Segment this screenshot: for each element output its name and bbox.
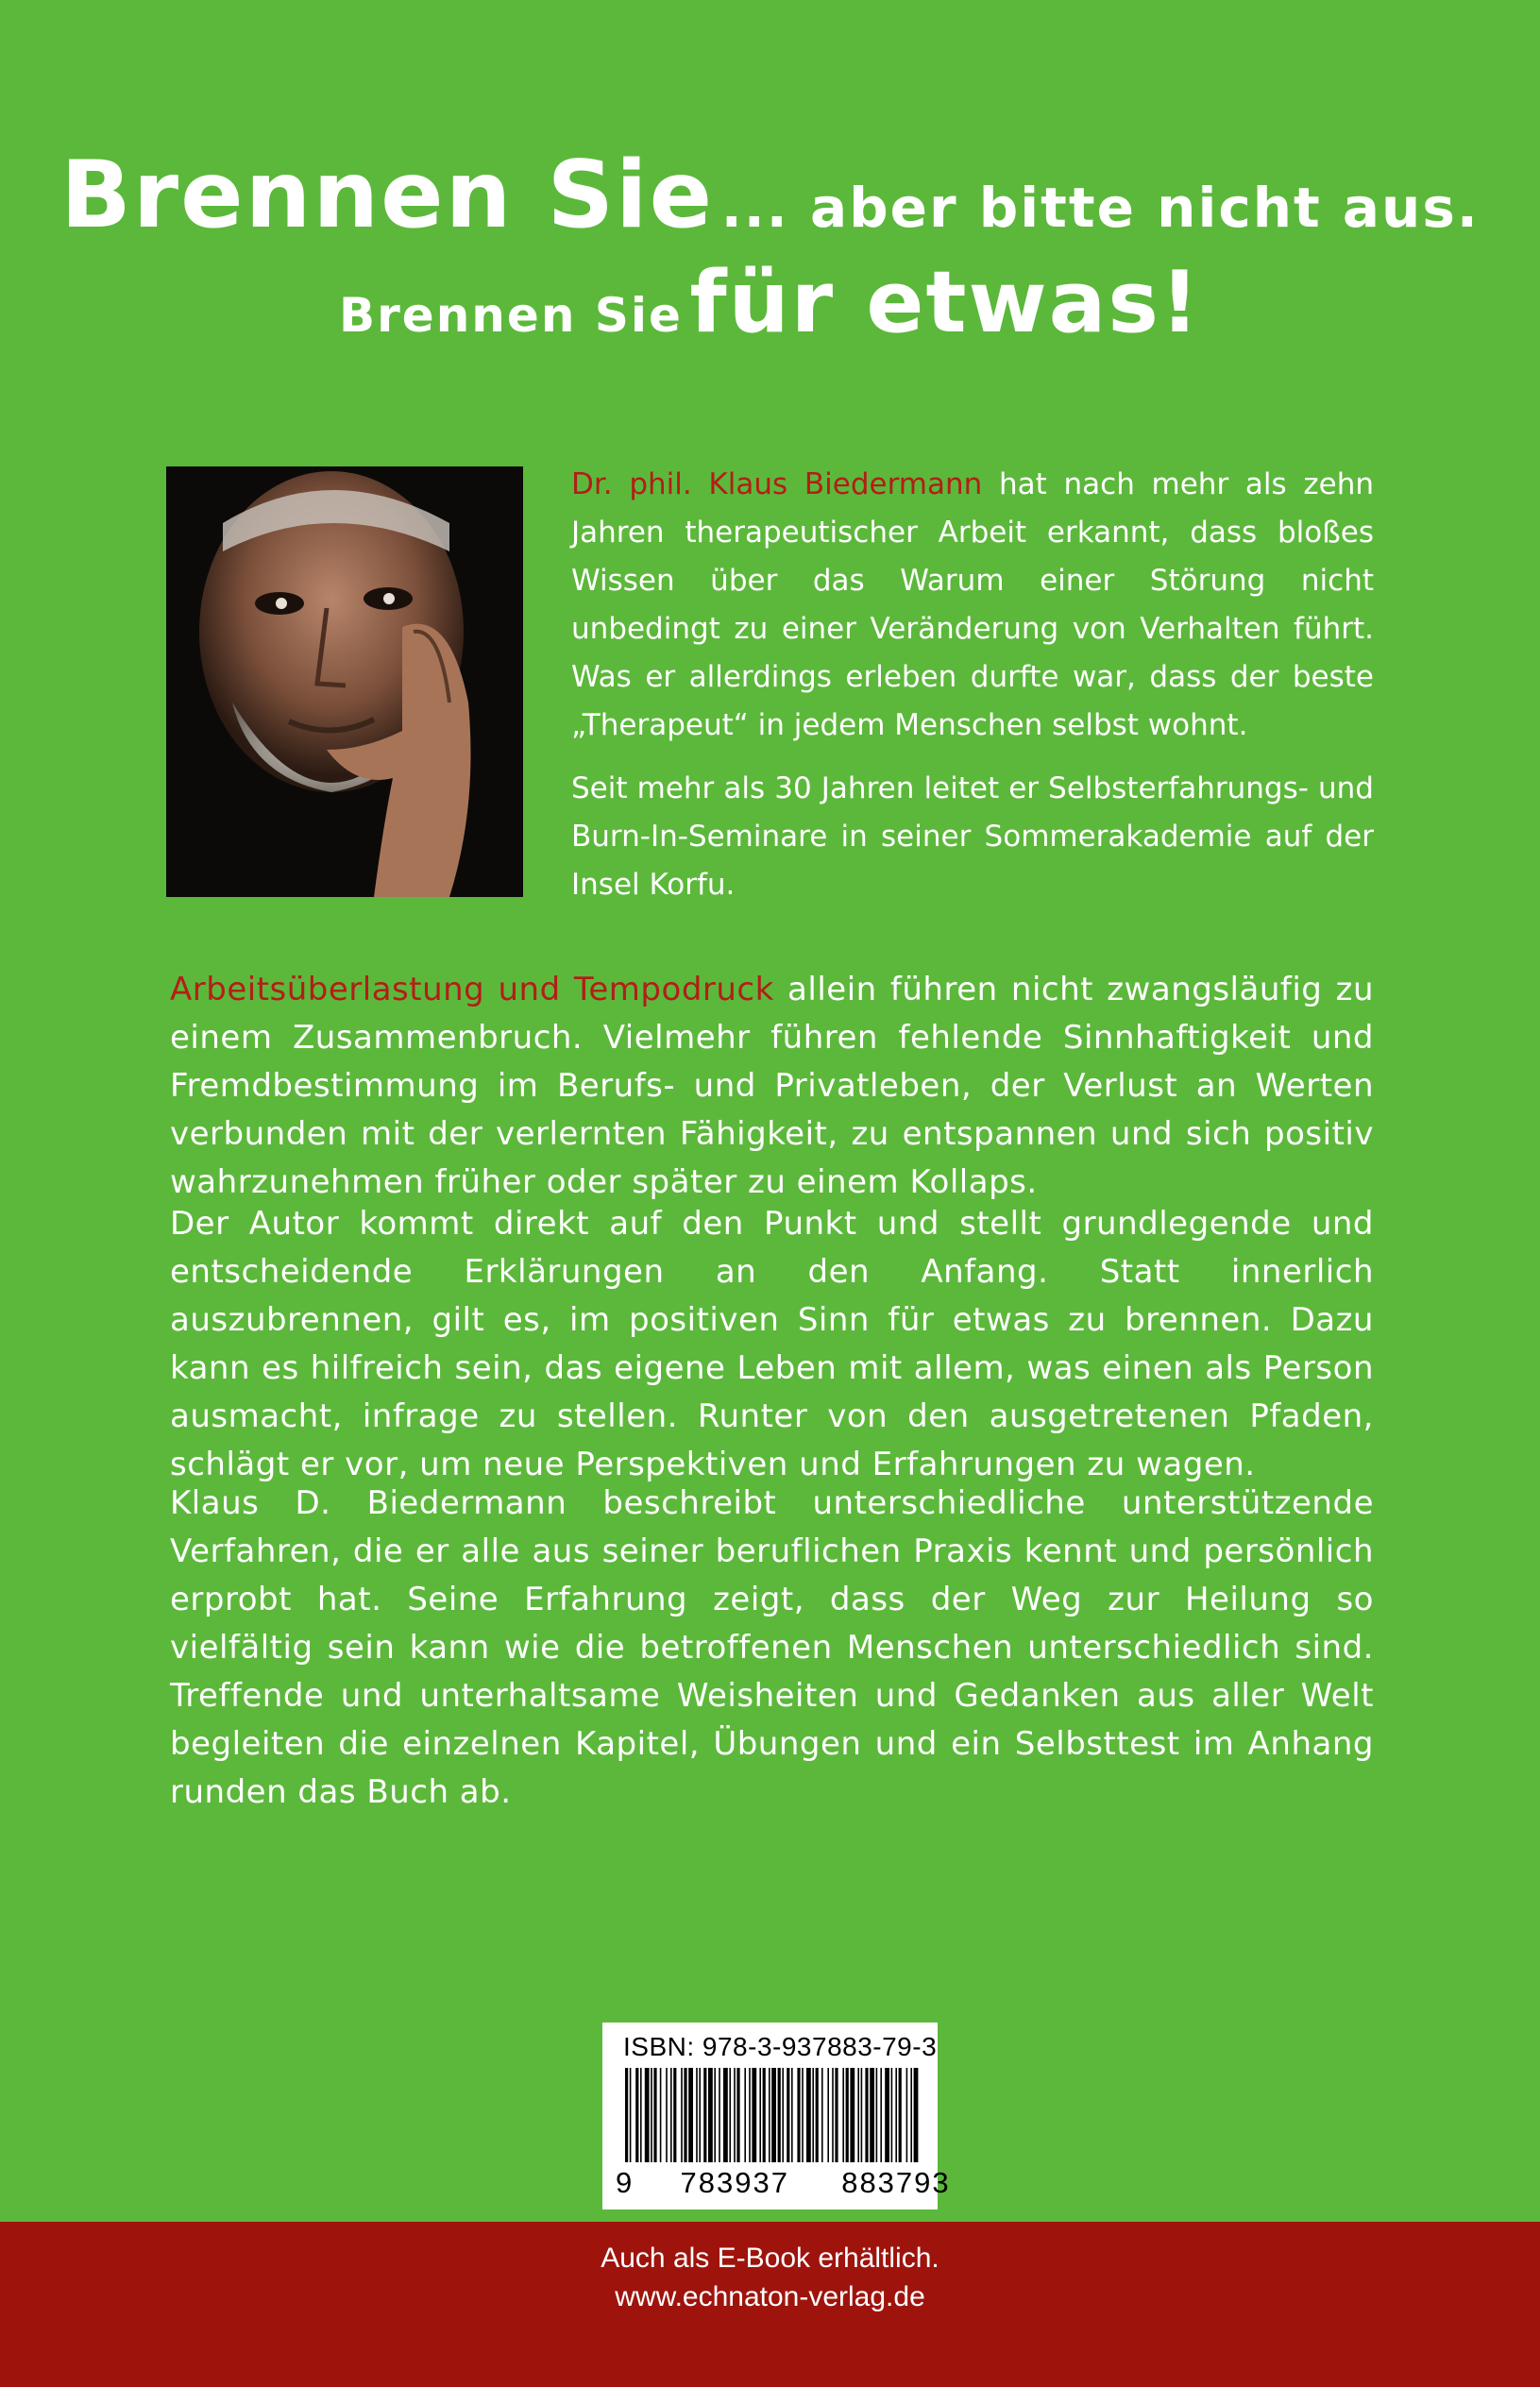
barcode-digit-first: 9 — [616, 2166, 635, 2199]
blurb-text-1: allein führen nicht zwangsläufig zu einem Zusammenbruch. Vielmehr führen fehlende Sinnhaftigkeit und Fremdbestimmung im Berufs- und Privatleben, der Verlust an Werten verbunden mit der verlernten Fähigkeit, zu entspannen und sich positiv wahrzunehmen früher oder später zu einem Kollaps. — [170, 971, 1374, 1201]
barcode-bar — [802, 2068, 804, 2162]
barcode-bar — [763, 2068, 766, 2162]
barcode-bar — [759, 2068, 761, 2162]
barcode-bar — [645, 2068, 650, 2162]
barcode-bar — [850, 2068, 855, 2162]
barcode-bar — [857, 2068, 859, 2162]
barcode-bar — [821, 2068, 823, 2162]
author-bio-paragraph-2: Seit mehr als 30 Jahren leitet er Selbsterfahrungs- und Burn-In-Seminare in seiner Sommerakademie auf der Insel Korfu. — [571, 771, 1374, 902]
headline-fuer-etwas: für etwas! — [689, 253, 1201, 352]
barcode-bar — [880, 2068, 882, 2162]
barcode-bar — [891, 2068, 893, 2162]
blurb-paragraph-3: Klaus D. Biedermann beschreibt unterschiedliche unterstützende Verfahren, die er alle aus seiner beruflichen Praxis kennt und persönlich erprobt hat. Seine Erfahrung zeigt, dass der Weg zur Heilung so vielfältig sein kann wie die betroffenen Menschen unterschiedlich sind. Treffende und unterhaltsame Weisheiten und Gedanken aus aller Welt begleiten die einzelnen Kapitel, Übungen und ein Selbsttest im Anhang runden das Buch ab. — [170, 1484, 1374, 1811]
barcode-bar — [865, 2068, 868, 2162]
headline-line-1 — [0, 142, 1540, 249]
barcode-bar — [885, 2068, 889, 2162]
barcode-bar — [832, 2068, 834, 2162]
barcode-bar — [708, 2068, 713, 2162]
barcode-bar — [914, 2068, 919, 2162]
barcode-bar — [630, 2068, 632, 2162]
headline-brennen-sie: Brennen Sie — [60, 142, 715, 249]
barcode-bar — [734, 2068, 736, 2162]
footer-ebook-note: Auch als E-Book erhältlich. — [601, 2243, 939, 2274]
bio-text-1: hat nach mehr als zehn Jahren therapeutischer Arbeit erkannt, dass bloßes Wissen über das Warum einer Störung nicht unbedingt zu einer Veränderung von Verhalten führt. Was er allerdings erleben durfte war, dass der beste „Therapeut“ in jedem Menschen selbst wohnt. — [571, 467, 1375, 742]
author-name: Dr. phil. Klaus Biedermann — [571, 467, 983, 501]
barcode-bar — [723, 2068, 728, 2162]
barcode-digit-group-2: 883793 — [841, 2166, 951, 2199]
barcode-bar — [729, 2068, 731, 2162]
barcode-bar — [666, 2068, 668, 2162]
headline-brennen-sie-2: Brennen Sie — [339, 288, 683, 343]
barcode-bar — [719, 2068, 720, 2162]
barcode-bar — [787, 2068, 789, 2162]
barcode-bar — [699, 2068, 701, 2162]
barcode-bar — [812, 2068, 814, 2162]
blurb-paragraph-1 — [170, 966, 1374, 1207]
barcode-bar — [846, 2068, 849, 2162]
barcode-bar — [744, 2068, 746, 2162]
barcode-bar — [782, 2068, 784, 2162]
isbn-barcode — [602, 2023, 951, 2209]
blurb-paragraph-2: Der Autor kommt direkt auf den Punkt und stellt grundlegende und entscheidende Erklärungen an den Anfang. Statt innerlich auszubrennen, gilt es, im positiven Sinn für etwas zu brennen. Dazu kann es hilfreich sein, das eigene Leben mit allem, was einen als Person ausmacht, infrage zu stellen. Runter von den ausgetretenen Pfaden, schlägt er vor, um neue Perspektiven und Erfahrungen zu wagen. — [170, 1205, 1374, 1483]
barcode-bar — [749, 2068, 751, 2162]
barcode-bar — [736, 2068, 739, 2162]
barcode-bar — [752, 2068, 756, 2162]
author-portrait — [166, 466, 523, 897]
barcode-bar — [696, 2068, 698, 2162]
barcode-bars — [619, 2068, 922, 2170]
barcode-bar — [771, 2068, 776, 2162]
barcode-bar — [660, 2068, 662, 2162]
barcode-bar — [640, 2068, 642, 2162]
barcode-bar — [714, 2068, 716, 2162]
barcode-bar — [906, 2068, 908, 2162]
barcode-bar — [703, 2068, 706, 2162]
barcode-bar — [673, 2068, 676, 2162]
barcode-bar — [861, 2068, 863, 2162]
barcode-digits — [616, 2166, 951, 2200]
barcode-bar — [635, 2068, 638, 2162]
barcode-bar — [842, 2068, 844, 2162]
headline-aber-bitte: ... aber bitte nicht aus. — [720, 176, 1480, 240]
barcode-bar — [870, 2068, 874, 2162]
barcode-bar — [876, 2068, 878, 2162]
barcode-bar — [681, 2068, 683, 2162]
footer-bar — [0, 2222, 1540, 2387]
barcode-bar — [651, 2068, 652, 2162]
barcode-bar — [797, 2068, 800, 2162]
barcode-bar — [769, 2068, 770, 2162]
barcode-bar — [835, 2068, 838, 2162]
headline-line-2 — [0, 253, 1540, 352]
barcode-bar — [806, 2068, 811, 2162]
barcode-bar — [653, 2068, 656, 2162]
isbn-label: ISBN: 978-3-937883-79-3 — [623, 2032, 938, 2061]
barcode-bar — [625, 2068, 628, 2162]
barcode-bar — [816, 2068, 819, 2162]
barcode-digit-group-1: 783937 — [680, 2166, 789, 2199]
barcode-bar — [688, 2068, 693, 2162]
footer-publisher-url: www.echnaton-verlag.de — [615, 2281, 925, 2312]
barcode-bar — [791, 2068, 793, 2162]
author-bio-paragraph-1 — [571, 461, 1374, 750]
barcode-bar — [778, 2068, 781, 2162]
barcode-bar — [827, 2068, 829, 2162]
blurb-highlight: Arbeitsüberlastung und Tempodruck — [170, 971, 774, 1008]
barcode-bar — [910, 2068, 912, 2162]
barcode-bar — [670, 2068, 672, 2162]
barcode-bar — [684, 2068, 686, 2162]
barcode-bar — [895, 2068, 897, 2162]
barcode-bar — [899, 2068, 902, 2162]
